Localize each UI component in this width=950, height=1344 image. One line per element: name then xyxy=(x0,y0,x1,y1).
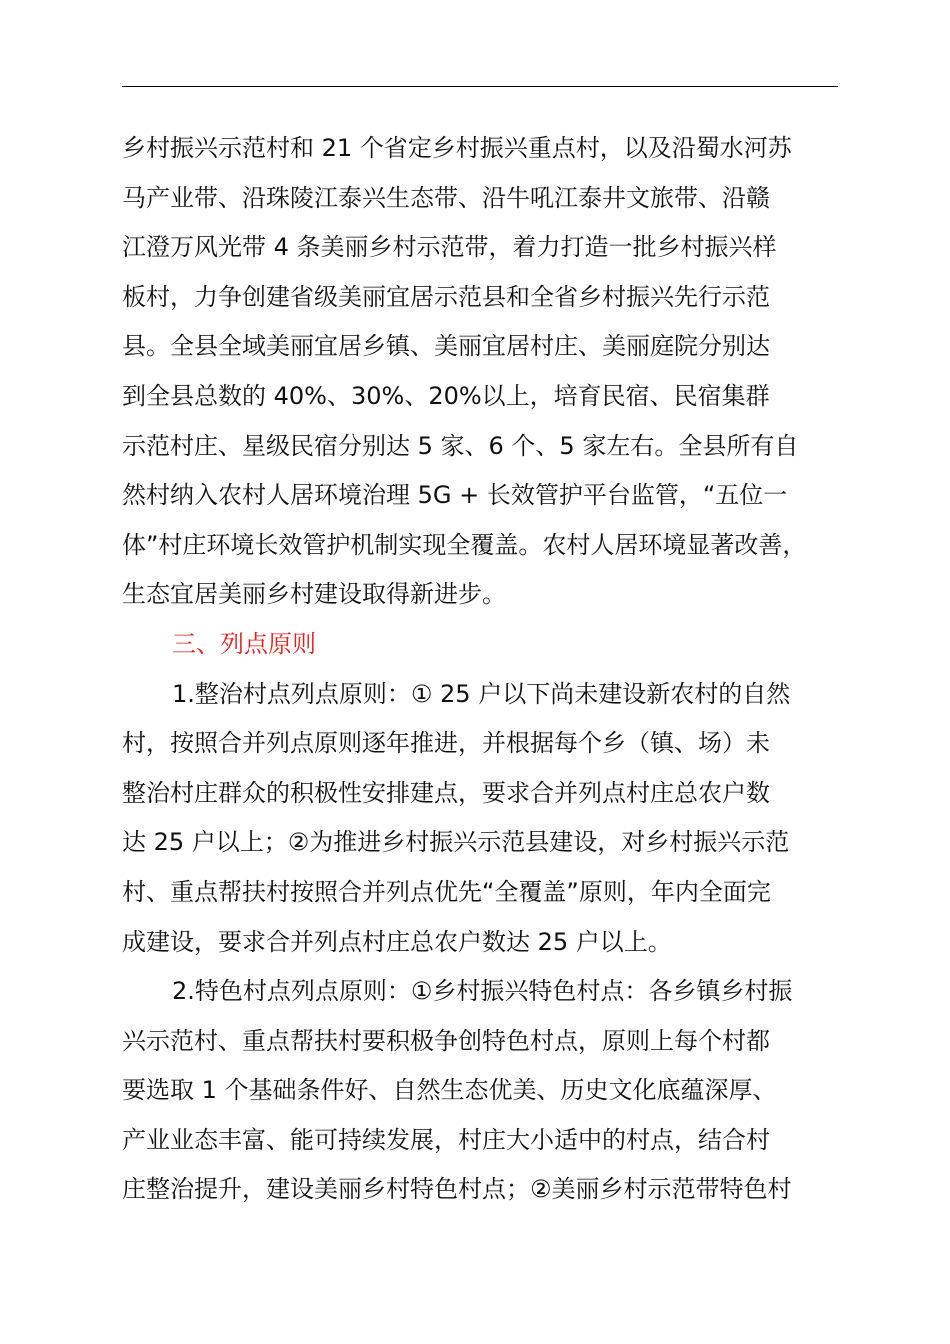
text-line: 村，按照合并列点原则逐年推进，并根据每个乡（镇、场）未 xyxy=(122,729,770,758)
paragraph-3 xyxy=(122,967,862,1215)
text-line: 然村纳入农村人居环境治理 5G + 长效管护平台监管，“五位一 xyxy=(122,481,788,510)
text-line: 产业业态丰富、能可持续发展，村庄大小适中的村点，结合村 xyxy=(122,1125,770,1154)
paragraph-2 xyxy=(122,670,862,968)
text-line: 示范村庄、星级民宿分别达 5 家、6 个、5 家左右。全县所有自 xyxy=(122,431,799,460)
text-line: 体”村庄环境长效管护机制实现全覆盖。农村人居环境显著改善， xyxy=(122,530,807,559)
text-line: 要选取 1 个基础条件好、自然生态优美、历史文化底蕴深厚、 xyxy=(122,1076,777,1105)
document-body xyxy=(122,124,862,1215)
section-heading: 三、列点原则 xyxy=(172,629,316,658)
paragraph-1 xyxy=(122,124,862,620)
text-line: 兴示范村、重点帮扶村要积极争创特色村点，原则上每个村都 xyxy=(122,1026,770,1055)
text-line: 江澄万风光带 4 条美丽乡村示范带，着力打造一批乡村振兴样 xyxy=(122,233,777,262)
text-line: 马产业带、沿珠陵江泰兴生态带、沿牛吼江泰井文旅带、沿赣 xyxy=(122,183,770,212)
text-line: 达 25 户以上；②为推进乡村振兴示范县建设，对乡村振兴示范 xyxy=(122,828,790,857)
text-line: 到全县总数的 40%、30%、20%以上，培育民宿、民宿集群 xyxy=(122,381,770,410)
text-line: 2.特色村点列点原则：①乡村振兴特色村点：各乡镇乡村振 xyxy=(172,977,793,1006)
text-line: 板村，力争创建省级美丽宜居示范县和全省乡村振兴先行示范 xyxy=(122,282,770,311)
text-line: 村、重点帮扶村按照合并列点优先“全覆盖”原则，年内全面完 xyxy=(122,877,771,906)
text-line: 1.整治村点列点原则：① 25 户以下尚未建设新农村的自然 xyxy=(172,679,791,708)
text-line: 庄整治提升，建设美丽乡村特色村点；②美丽乡村示范带特色村 xyxy=(122,1175,792,1204)
text-line: 县。全县全域美丽宜居乡镇、美丽宜居村庄、美丽庭院分别达 xyxy=(122,332,770,361)
text-line: 整治村庄群众的积极性安排建点，要求合并列点村庄总农户数 xyxy=(122,778,770,807)
text-line: 成建设，要求合并列点村庄总农户数达 25 户以上。 xyxy=(122,927,672,956)
header-rule xyxy=(122,86,838,87)
text-line: 生态宜居美丽乡村建设取得新进步。 xyxy=(122,580,506,609)
text-line: 乡村振兴示范村和 21 个省定乡村振兴重点村，以及沿蜀水河苏 xyxy=(122,134,792,162)
